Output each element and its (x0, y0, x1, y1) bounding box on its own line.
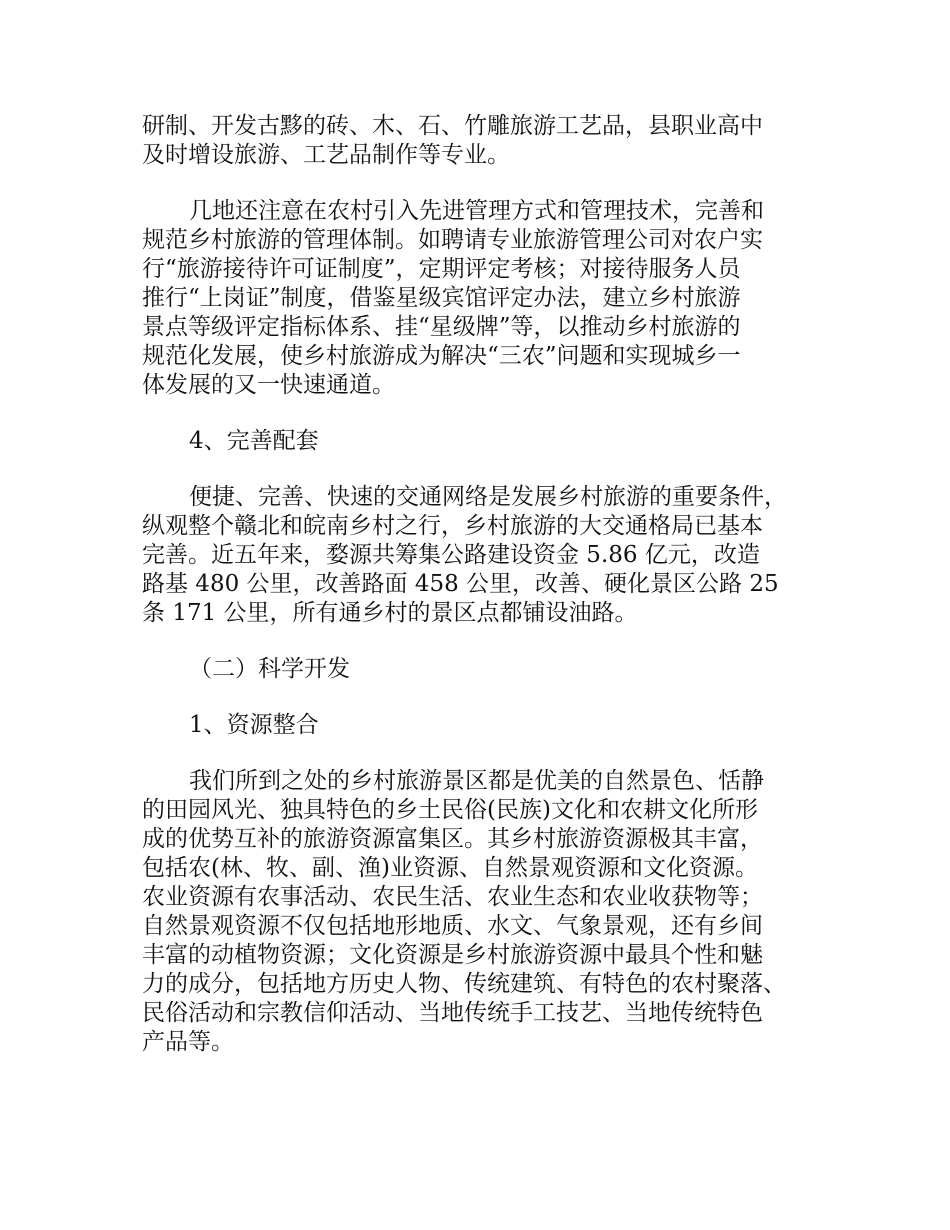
document-body (142, 112, 832, 1084)
paragraph-continuation: 研制、开发古黟的砖、木、石、竹雕旅游工艺品，县职业高中 及时增设旅游、工艺品制作等专业。 (142, 113, 763, 168)
paragraph-management-system: 几地还注意在农村引入先进管理方式和管理技术，完善和 规范乡村旅游的管理体制。如聘请专业旅游管理公司对农户实 行“旅游接待许可证制度”，定期评定考核；对接待服务人员 推行“上岗证”制度，借鉴星级宾馆评定办法，建立乡村旅游 景点等级评定指标体系、挂“星级牌”等，以推动乡村旅游的 规范化发展，使乡村旅游成为解决“三农”问题和实现城乡一 体发展的又一快速通道。 (142, 198, 764, 398)
section-heading-scientific-development: （二）科学开发 (189, 656, 350, 682)
paragraph-tourism-resources: 我们所到之处的乡村旅游景区都是优美的自然景色、恬静 的田园风光、独具特色的乡土民俗(民族)文化和农耕文化所形 成的优势互补的旅游资源富集区。其乡村旅游资源极其丰富， 包括农(林、牧、副、渔)业资源、自然景观资源和文化资源。 农业资源有农事活动、农民生活、农业生态和农业收获物等； 自然景观资源不仅包括地形地质、水文、气象景观，还有乡间 丰富的动植物资源；文化资源是乡村旅游资源中最具个性和魅 力的成分，包括地方历史人物、传统建筑、有特色的农村聚落、 民俗活动和宗教信仰活动、当地传统手工技艺、当地传统特色 产品等。 (142, 768, 786, 1055)
paragraph-transport-network: 便捷、完善、快速的交通网络是发展乡村旅游的重要条件， 纵观整个赣北和皖南乡村之行，乡村旅游的大交通格局已基本 完善。近五年来，婺源共筹集公路建设资金 5.86 亿元，改造 路基 480 公里，改善路面 458 公里，改善、硬化景区公路 25 条 171 公里，所有通乡村的景区点都铺设油路。 (142, 484, 787, 626)
section-heading-complete-facilities: 4、完善配套 (189, 428, 319, 454)
section-heading-resource-integration: 1、资源整合 (189, 712, 319, 738)
